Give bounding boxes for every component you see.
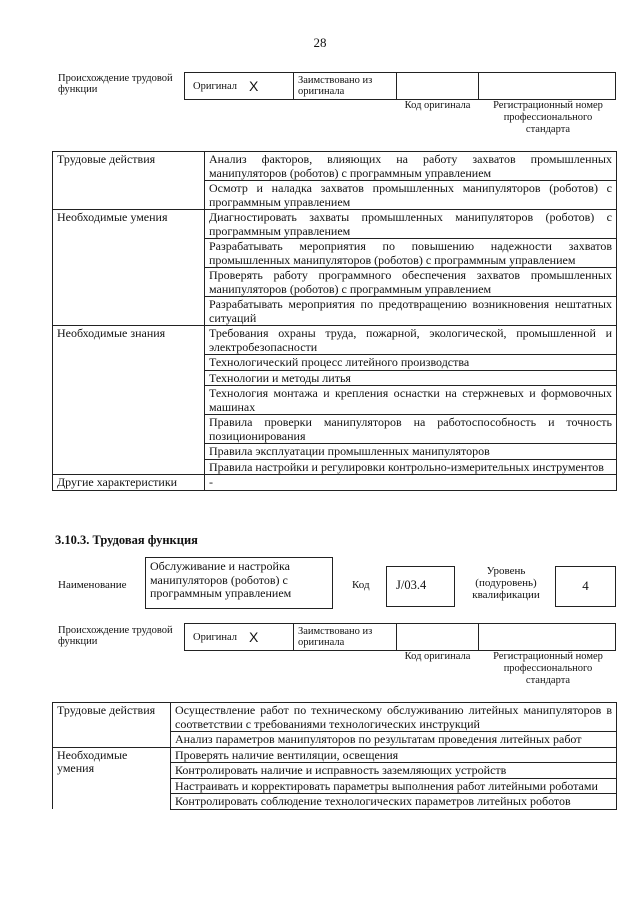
borrowed-label: Заимствовано из оригинала bbox=[298, 75, 373, 97]
code-original-caption: Код оригинала bbox=[404, 100, 471, 111]
code-label: Код bbox=[352, 579, 370, 591]
borrowed-cell bbox=[293, 72, 397, 100]
table-cell: Правила настройки и регулировки контрольно-измерительных инструментов bbox=[205, 459, 617, 475]
table-row bbox=[53, 152, 617, 181]
row-label: Трудовые действия bbox=[53, 703, 171, 748]
level-cell bbox=[555, 566, 616, 607]
table-row bbox=[53, 475, 617, 491]
borrowed-cell bbox=[293, 623, 397, 651]
table-row bbox=[53, 747, 617, 763]
table-row bbox=[53, 210, 617, 239]
name-label: Наименование bbox=[58, 579, 127, 591]
page-number: 28 bbox=[313, 35, 327, 50]
table-cell: Технологии и методы литья bbox=[205, 370, 617, 386]
section-heading: 3.10.3. Трудовая функция bbox=[55, 533, 198, 547]
reg-number-cell bbox=[478, 623, 616, 651]
table-cell: Разрабатывать мероприятия по предотвращению возникновения нештатных ситуаций bbox=[205, 297, 617, 326]
original-label: Оригинал bbox=[193, 632, 237, 643]
table-cell: Проверять наличие вентиляции, освещения bbox=[171, 747, 617, 763]
table-cell: Разрабатывать мероприятия по повышению надежности захватов промышленных манипуляторов (роботов) с программным управлением bbox=[205, 239, 617, 268]
original-mark: X bbox=[249, 629, 259, 645]
name-value: Обслуживание и настройка манипуляторов (роботов) с программным управлением bbox=[145, 557, 333, 609]
table-cell: Контролировать наличие и исправность заземляющих устройств bbox=[171, 763, 617, 779]
row-label: Другие характеристики bbox=[53, 475, 205, 491]
table-cell: Правила эксплуатации промышленных манипуляторов bbox=[205, 444, 617, 460]
table-cell: Правила проверки манипуляторов на работоспособность и точность позиционирования bbox=[205, 415, 617, 444]
table-row bbox=[53, 703, 617, 732]
table-cell: Требования охраны труда, пожарной, экологической, промышленной и электробезопасности bbox=[205, 326, 617, 355]
work-functions-table-1 bbox=[52, 151, 617, 491]
level-label: Уровень (подуровень) квалификации bbox=[472, 565, 540, 601]
table-cell: Осмотр и наладка захватов промышленных манипуляторов (роботов) с программным управлением bbox=[205, 181, 617, 210]
table-cell: Технология монтажа и крепления оснастки на стержневых и формовочных машинах bbox=[205, 386, 617, 415]
table-cell: - bbox=[205, 475, 617, 491]
code-original-caption: Код оригинала bbox=[404, 651, 471, 662]
table-cell: Анализ параметров манипуляторов по результатам проведения литейных работ bbox=[171, 732, 617, 748]
table-cell: Технологический процесс литейного производства bbox=[205, 355, 617, 371]
work-functions-table-2 bbox=[52, 702, 617, 810]
table-row bbox=[53, 326, 617, 355]
table-cell: Проверять работу программного обеспечения захватов промышленных манипуляторов (роботов) с программным управлением bbox=[205, 268, 617, 297]
origin-label: Происхождение трудовой функции bbox=[58, 625, 173, 647]
table-cell: Осуществление работ по техническому обслуживанию литейных манипуляторов в соответствии с требованиями технологических инструкций bbox=[171, 703, 617, 732]
original-label: Оригинал bbox=[193, 81, 237, 92]
reg-number-caption: Регистрационный номер профессионального стандарта bbox=[493, 100, 603, 135]
borrowed-label: Заимствовано из оригинала bbox=[298, 626, 373, 648]
code-value: J/03.4 bbox=[396, 578, 427, 592]
level-value: 4 bbox=[582, 578, 589, 593]
original-cell bbox=[184, 623, 294, 651]
row-label: Необходимые умения bbox=[53, 210, 205, 326]
table-cell: Анализ факторов, влияющих на работу захватов промышленных манипуляторов (роботов) с программным управлением bbox=[205, 152, 617, 181]
code-original-cell bbox=[396, 623, 479, 651]
original-mark: X bbox=[249, 78, 259, 94]
row-label: Необходимые умения bbox=[53, 747, 171, 809]
reg-number-cell bbox=[478, 72, 616, 100]
origin-label: Происхождение трудовой функции bbox=[58, 73, 173, 95]
table-cell: Диагностировать захваты промышленных манипуляторов (роботов) с программным управлением bbox=[205, 210, 617, 239]
table-cell: Контролировать соблюдение технологических параметров литейных роботов bbox=[171, 794, 617, 810]
table-cell: Настраивать и корректировать параметры выполнения работ литейными роботами bbox=[171, 778, 617, 794]
reg-number-caption: Регистрационный номер профессионального стандарта bbox=[493, 651, 603, 686]
row-label: Трудовые действия bbox=[53, 152, 205, 210]
code-cell bbox=[386, 566, 455, 607]
row-label: Необходимые знания bbox=[53, 326, 205, 475]
original-cell bbox=[184, 72, 294, 100]
code-original-cell bbox=[396, 72, 479, 100]
